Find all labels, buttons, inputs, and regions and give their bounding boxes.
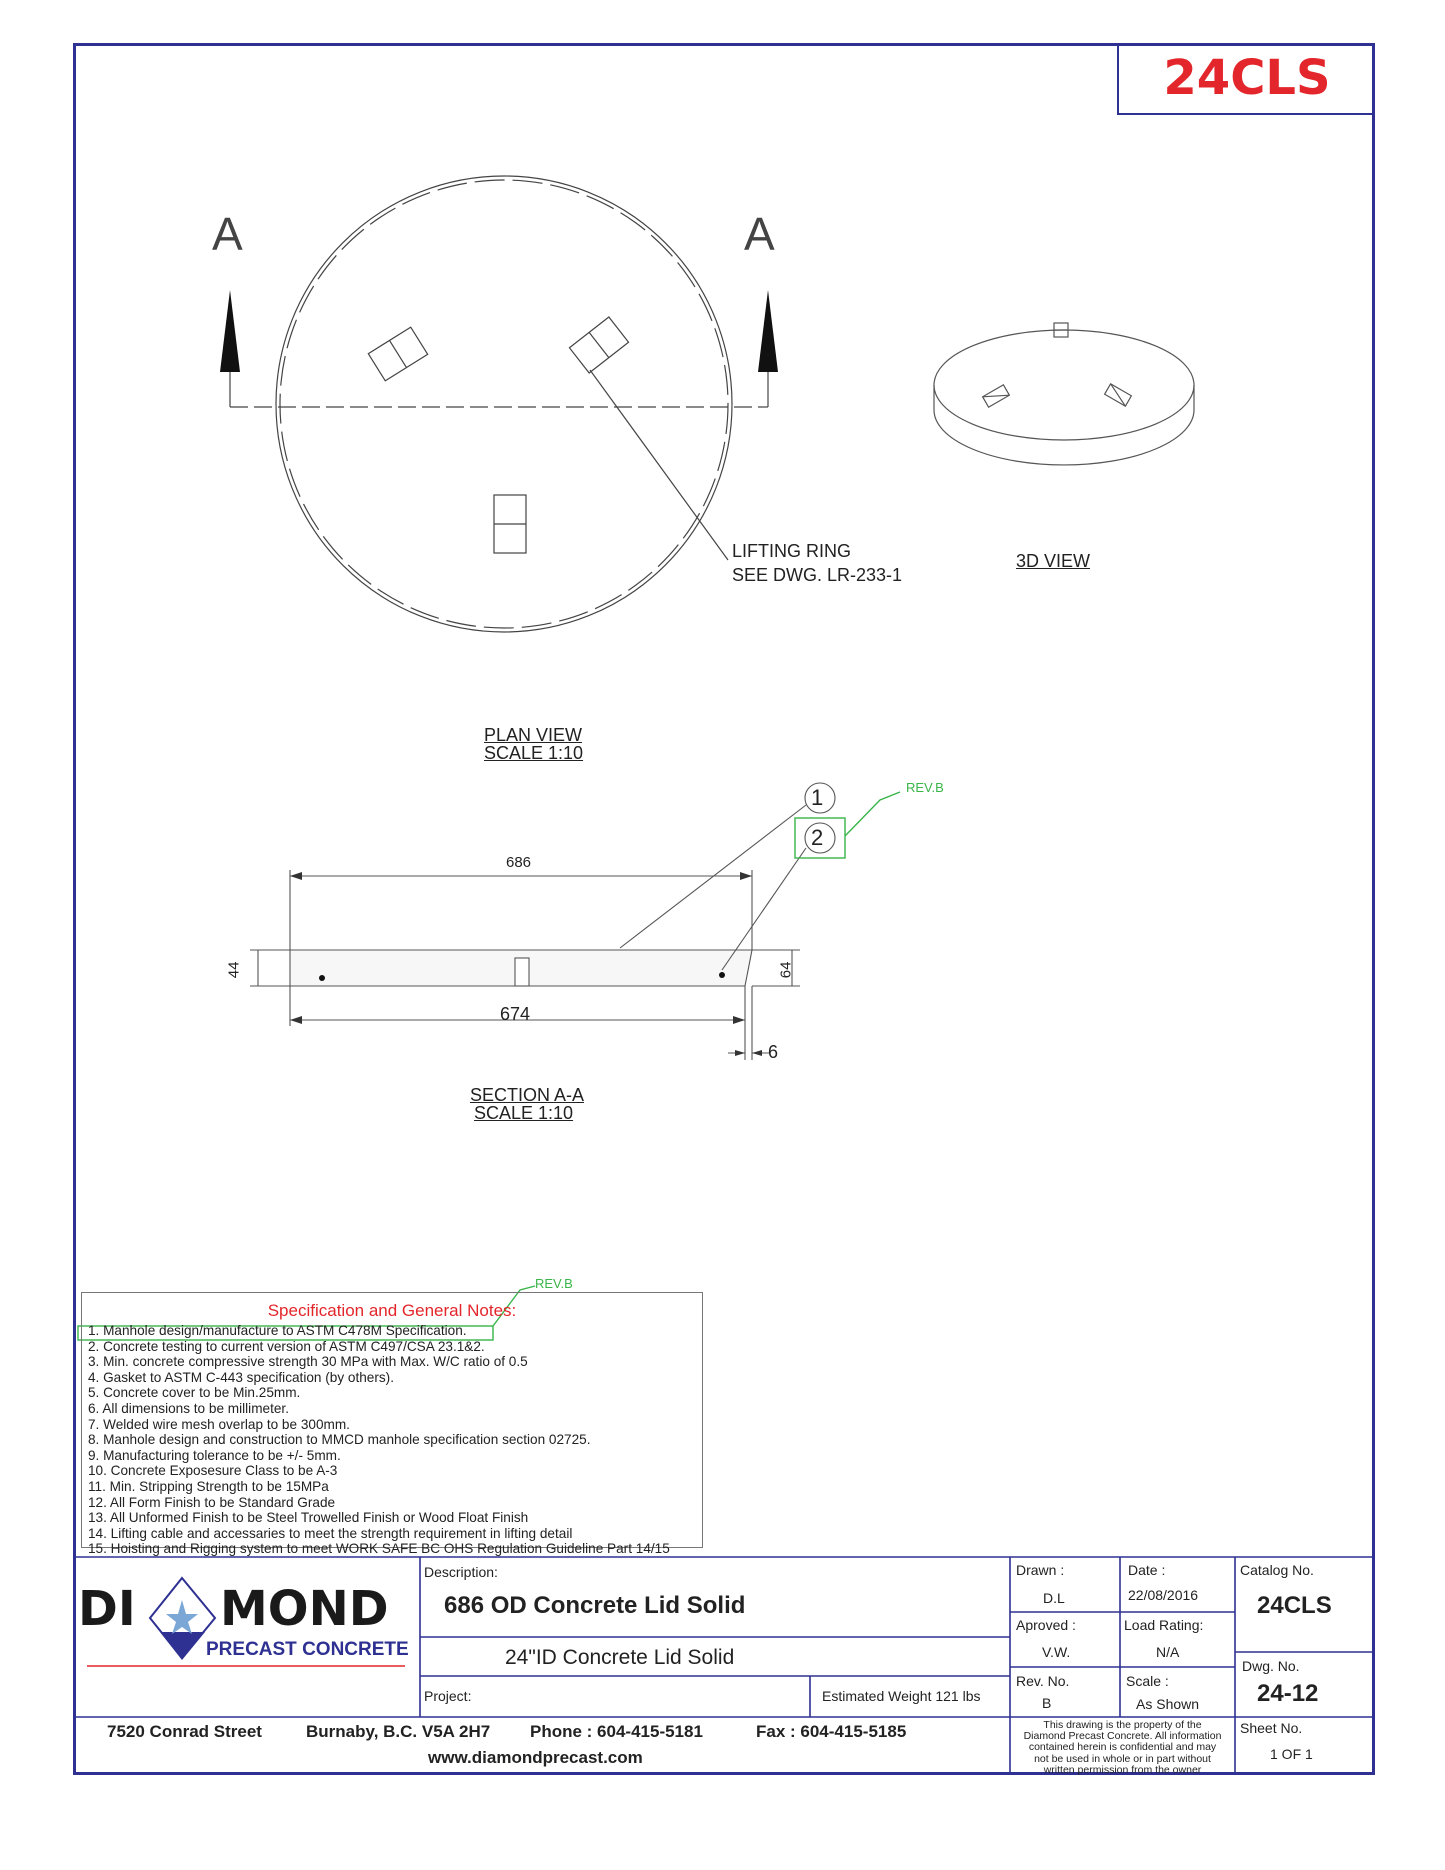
plan-view-scale: SCALE 1:10 [484,743,584,763]
note-item: 6. All dimensions to be millimeter. [88,1400,289,1416]
rev-no-label: Rev. No. [1016,1673,1070,1689]
footer-fax: Fax : 604-415-5185 [756,1722,907,1741]
dwg-no-value: 24-12 [1257,1680,1319,1707]
note-item: 12. All Form Finish to be Standard Grade [88,1494,336,1510]
note-item: 5. Concrete cover to be Min.25mm. [88,1385,301,1401]
section-arrow-left [220,290,240,372]
note-item: 2. Concrete testing to current version of ASTM C497/CSA 23.1&2. [88,1338,485,1354]
date-value: 22/08/2016 [1128,1587,1199,1603]
note-item: 7. Welded wire mesh overlap to be 300mm. [88,1416,350,1432]
three-d-view-title: 3D VIEW [1016,551,1091,571]
general-notes [81,1292,703,1557]
section-view-scale: SCALE 1:10 [474,1103,574,1123]
footer-city: Burnaby, B.C. V5A 2H7 [306,1722,491,1741]
drawn-label: Drawn : [1016,1562,1065,1578]
note-item: 1. Manhole design/manufacture to ASTM C478M Specification. [88,1323,467,1338]
note-item: 15. Hoisting and Rigging system to meet WORK SAFE BC OHS Regulation Guideline Part 14/15 [88,1541,670,1557]
balloon-2: 2 [811,825,824,850]
note-item: 13. All Unformed Finish to be Steel Trowelled Finish or Wood Float Finish [88,1510,529,1526]
load-rating-label: Load Rating: [1124,1617,1204,1633]
logo-text-right: MOND [220,1581,389,1637]
description-sub: 24"ID Concrete Lid Solid [505,1646,735,1669]
rev-no-value: B [1042,1695,1052,1711]
balloon-1: 1 [811,785,824,810]
notes-list [88,1323,670,1557]
section-marker-left: A [212,208,243,260]
catalog-tag: 24CLS [1163,50,1331,106]
rev-tag-notes: REV.B [535,1276,573,1291]
footer-website[interactable]: www.diamondprecast.com [428,1748,643,1767]
dimension-bottom: 674 [500,1004,531,1024]
note-item: 10. Concrete Exposesure Class to be A-3 [88,1463,338,1479]
section-marker-right: A [744,208,775,260]
section-arrow-right [758,290,778,372]
scale-label: Scale : [1126,1673,1169,1689]
dimension-step: 6 [768,1042,779,1062]
plan-view-title: PLAN VIEW [484,725,583,745]
note-item: 8. Manhole design and construction to MMCD manhole specification section 02725. [88,1432,591,1448]
catalog-no-label: Catalog No. [1240,1562,1314,1578]
scale-value: As Shown [1136,1696,1200,1712]
footer-street: 7520 Conrad Street [107,1722,262,1741]
sheet-no-label: Sheet No. [1240,1720,1303,1736]
section-view-title: SECTION A-A [470,1085,585,1105]
notes-title: Specification and General Notes: [267,1301,517,1320]
logo-text-left: DI [78,1581,136,1637]
estimated-weight: Estimated Weight 121 lbs [822,1688,981,1704]
approved-value: V.W. [1042,1644,1071,1660]
dimension-right: 64 [777,961,795,979]
project-label: Project: [424,1688,472,1704]
note-item: 9. Manufacturing tolerance to be +/- 5mm. [88,1447,341,1463]
lifting-ring-label: LIFTING RING [732,541,852,561]
description-main: 686 OD Concrete Lid Solid [444,1592,746,1619]
dimension-top: 686 [506,854,532,871]
footer-phone: Phone : 604-415-5181 [530,1722,703,1741]
catalog-no-value: 24CLS [1257,1592,1332,1619]
approved-label: Aproved : [1016,1617,1076,1633]
rev-tag-section: REV.B [906,780,944,795]
dwg-no-label: Dwg. No. [1242,1658,1300,1674]
sheet-no-value: 1 OF 1 [1270,1746,1313,1762]
section-view-geometry [250,783,835,1060]
note-item: 11. Min. Stripping Strength to be 15MPa [88,1478,329,1494]
dimension-left: 44 [225,961,243,979]
note-item: 3. Min. concrete compressive strength 30 MPa with Max. W/C ratio of 0.5 [88,1354,528,1370]
logo-subtitle: PRECAST CONCRETE [206,1639,409,1660]
disclaimer: This drawing is the property of the Diamond Precast Concrete. All information contained herein is confidential and may not be used in whole or in part without written permission from the owner [1023,1719,1222,1776]
load-rating-value: N/A [1156,1644,1180,1660]
description-label: Description: [424,1564,498,1580]
drawn-value: D.L [1043,1590,1065,1606]
date-label: Date : [1128,1562,1166,1578]
lifting-ring-ref: SEE DWG. LR-233-1 [732,565,903,585]
plan-view-geometry [230,176,768,632]
note-item: 14. Lifting cable and accessaries to meet the strength requirement in lifting detail [88,1525,573,1541]
three-d-view-geometry [934,323,1194,465]
note-item: 4. Gasket to ASTM C-443 specification (by others). [88,1369,394,1385]
